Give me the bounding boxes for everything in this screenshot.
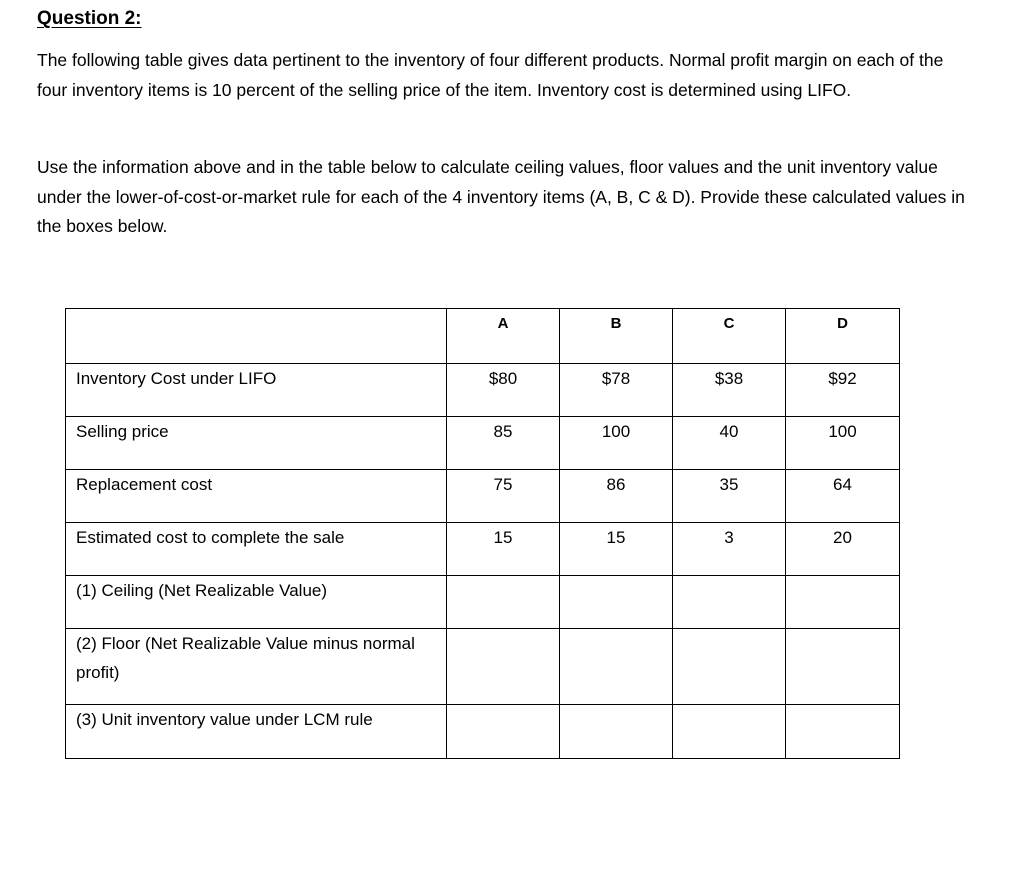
table-row (66, 629, 900, 705)
value-cell: 64 (786, 470, 900, 523)
value-cell: 35 (673, 470, 786, 523)
row-label: (3) Unit inventory value under LCM rule (66, 705, 447, 759)
value-cell: 20 (786, 523, 900, 576)
inventory-table (65, 308, 900, 759)
answer-box[interactable] (560, 576, 673, 629)
answer-box[interactable] (673, 705, 786, 759)
table-row (66, 705, 900, 759)
answer-box[interactable] (447, 629, 560, 705)
value-cell: 75 (447, 470, 560, 523)
value-cell: 40 (673, 417, 786, 470)
row-label: (1) Ceiling (Net Realizable Value) (66, 576, 447, 629)
instructions-paragraph: Use the information above and in the table below to calculate ceiling values, floor values and the unit inventory value under the lower-of-cost-or-market rule for each of the 4 inventory items (A, B, C & D). Provide these calculated values in the boxes below. (37, 157, 965, 236)
column-header-b: B (560, 309, 673, 364)
value-cell: 86 (560, 470, 673, 523)
row-label: Estimated cost to complete the sale (66, 523, 447, 576)
value-cell: 100 (560, 417, 673, 470)
value-cell: 15 (447, 523, 560, 576)
answer-box[interactable] (560, 705, 673, 759)
value-cell: 85 (447, 417, 560, 470)
value-cell: 100 (786, 417, 900, 470)
table-row (66, 576, 900, 629)
table-row (66, 364, 900, 417)
value-cell: $78 (560, 364, 673, 417)
table-row (66, 523, 900, 576)
column-header-d: D (786, 309, 900, 364)
question-heading: Question 2: (37, 8, 142, 29)
column-header-a: A (447, 309, 560, 364)
answer-box[interactable] (447, 705, 560, 759)
answer-box[interactable] (786, 576, 900, 629)
row-label: Replacement cost (66, 470, 447, 523)
table-row (66, 470, 900, 523)
column-header-c: C (673, 309, 786, 364)
row-label: Selling price (66, 417, 447, 470)
value-cell: $80 (447, 364, 560, 417)
table-header-row (66, 309, 900, 364)
row-label: (2) Floor (Net Realizable Value minus normal profit) (66, 629, 447, 705)
answer-box[interactable] (560, 629, 673, 705)
answer-box[interactable] (673, 629, 786, 705)
value-cell: $92 (786, 364, 900, 417)
row-label: Inventory Cost under LIFO (66, 364, 447, 417)
answer-box[interactable] (447, 576, 560, 629)
header-blank-cell (66, 309, 447, 364)
answer-box[interactable] (673, 576, 786, 629)
answer-box[interactable] (786, 705, 900, 759)
answer-box[interactable] (786, 629, 900, 705)
table-row (66, 417, 900, 470)
value-cell: 15 (560, 523, 673, 576)
intro-paragraph: The following table gives data pertinent to the inventory of four different products. Normal profit margin on each of the four inventory items is 10 percent of the selling price of the item. Inventory cost is determined using LIFO. (37, 50, 944, 100)
value-cell: 3 (673, 523, 786, 576)
value-cell: $38 (673, 364, 786, 417)
